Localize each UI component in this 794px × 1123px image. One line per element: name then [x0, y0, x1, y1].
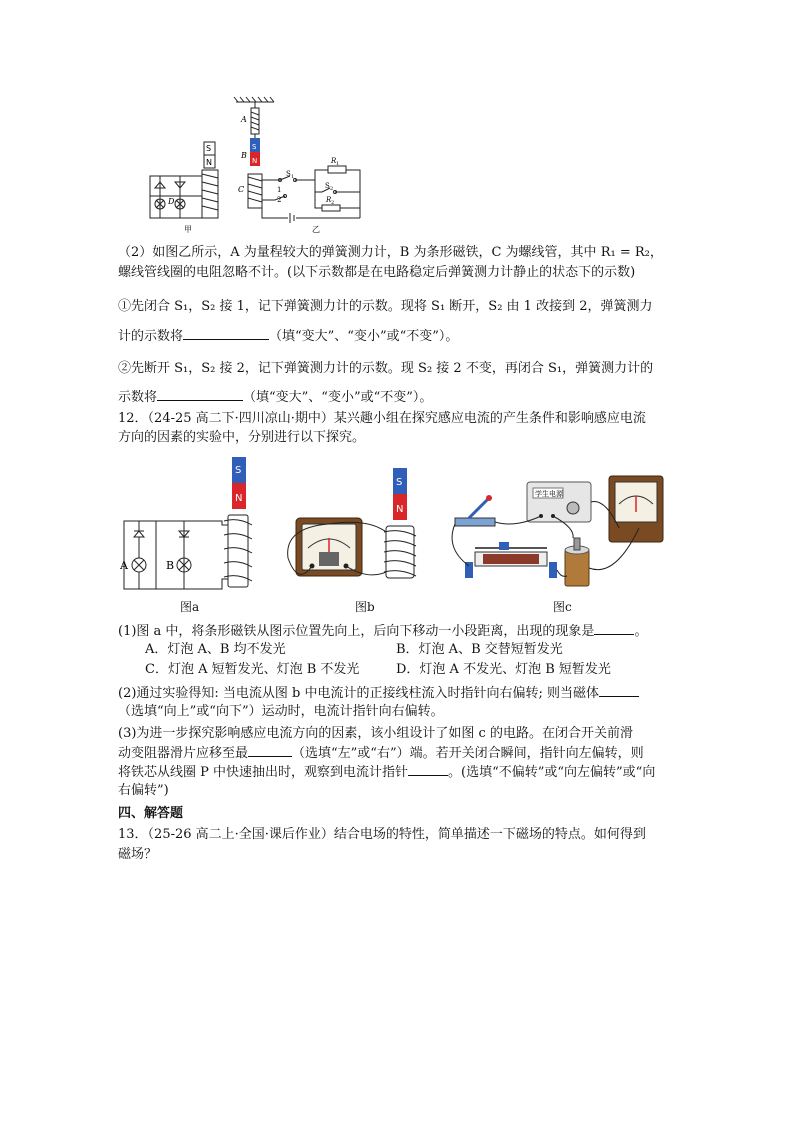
label-s1: S [286, 170, 291, 178]
magnet-s-label-top: S [252, 143, 257, 151]
caption-fig-a: 图a [180, 600, 200, 614]
label-r1: R [331, 157, 337, 165]
q12-part1-text: (1)图 a 中，将条形磁铁从图示位置先向上，后向下移动一小段距离，出现的现象是 [118, 624, 595, 639]
q12-part3-line2-prefix: 动变阻器滑片应移至最 [118, 746, 249, 761]
label-a: A [241, 115, 247, 124]
q12-part1-answer-blank[interactable] [594, 622, 634, 635]
label-r2: R [326, 196, 332, 204]
q11-part2-line1: （2）如图乙所示，A 为量程较大的弹簧测力计，B 为条形磁铁，C 为螺线管，其中 R₁ = R₂， [118, 245, 663, 260]
q12-part3-line4: 右偏转”) [118, 783, 169, 798]
label-s1-sub: 1 [291, 174, 295, 180]
label-s2: S [325, 182, 330, 190]
q13-line1: 13．（25-26 高二上·全国·课后作业）结合电场的特性，简单描述一下磁场的特点。如何得到 [118, 827, 646, 842]
q12-part3-line3-prefix: 将铁芯从线圈 P 中快速抽出时，观察到电流计指针 [118, 765, 409, 780]
section-4-title: 四、解答题 [118, 806, 184, 821]
label-c: C [238, 185, 245, 194]
q11-item1-line2 [118, 327, 458, 345]
q12-part2-answer-blank[interactable] [599, 684, 639, 697]
fig-b-magnet-s-label: S [396, 477, 403, 488]
caption-yi: 乙 [312, 225, 320, 234]
fig-c-power-label: 学生电源 [535, 490, 563, 498]
label-n-jia: N [206, 158, 212, 167]
label-2: 2 [277, 196, 282, 204]
label-r2-sub: 2 [331, 200, 335, 206]
q12-part2-line1 [118, 684, 639, 702]
q12-part1-end: 。 [634, 624, 648, 639]
q12-part3-line1: (3)为进一步探究影响感应电流方向的因素，该小组设计了如图 c 的电路。在闭合开关前滑 [118, 726, 633, 741]
label-s2-sub: 2 [330, 186, 334, 192]
q11-item1-suffix: （填“变大”、“变小”或“不变”）。 [269, 329, 459, 344]
q12-part3-line3 [118, 763, 655, 781]
q13-line2: 磁场？ [118, 847, 158, 862]
q11-item1-answer-blank[interactable] [183, 327, 269, 340]
label-s-jia: S [206, 144, 212, 153]
fig-b-magnet-n-label: N [396, 504, 404, 515]
q12-part3-line2 [118, 744, 644, 762]
q12-part3-blank1[interactable] [248, 744, 292, 757]
q12-part3-blank2[interactable] [408, 763, 448, 776]
q12-stem-line1: 12．（24-25 高二下·四川凉山·期中）某兴趣小组在探究感应电流的产生条件和影响感应电流 [118, 411, 646, 426]
q11-item1-line1: ①先闭合 S₁，S₂ 接 1，记下弹簧测力计的示数。现将 S₁ 断开，S₂ 由 1 改接到 2，弹簧测力 [118, 299, 653, 314]
label-b: B [241, 151, 247, 160]
q11-part2-line2: 螺线管线圈的电阻忽略不计。(以下示数都是在电路稳定后弹簧测力计静止的状态下的示数) [118, 265, 636, 280]
q12-option-a[interactable]: A．灯泡 A、B 均不发光 [145, 642, 286, 657]
q11-item2-line1: ②先断开 S₁，S₂ 接 2，记下弹簧测力计的示数。现 S₂ 接 2 不变，再闭合 S₁，弹簧测力计的 [118, 361, 654, 376]
q12-part3-line3-suffix: 。(选填“不偏转”或“向左偏转”或“向 [448, 765, 656, 780]
q11-item2-line2 [118, 388, 432, 406]
q11-item1-prefix: 计的示数将 [118, 329, 184, 344]
q11-item2-prefix: 示数将 [118, 390, 158, 405]
q12-part2-text: (2)通过实验得知: 当电流从图 b 中电流计的正接线柱流入时指针向右偏转; 则当磁体 [118, 686, 600, 701]
label-d: D [168, 197, 175, 206]
q12-option-d[interactable]: D．灯泡 A 不发光、灯泡 B 短暂发光 [396, 662, 611, 677]
q11-item2-suffix: （填“变大”、“变小”或“不变”）。 [243, 390, 433, 405]
q11-item2-answer-blank[interactable] [157, 388, 243, 401]
q12-stem-line2: 方向的因素的实验中，分别进行以下探究。 [118, 430, 366, 445]
fig-a-magnet-n-label: N [235, 493, 243, 504]
magnet-n-label-top: N [252, 157, 258, 165]
q12-part2-line2: （选填“向上”或“向下”）运动时，电流计指针向右偏转。 [118, 704, 444, 719]
caption-fig-c: 图c [553, 600, 572, 614]
label-1: 1 [277, 186, 282, 194]
figure-top [140, 96, 380, 236]
fig-a-magnet-s-label: S [235, 465, 242, 476]
q12-part3-line2-suffix: （选填“左”或“右”）端。若开关闭合瞬间，指针向左偏转，则 [292, 746, 644, 761]
caption-jia: 甲 [184, 225, 192, 234]
figure-b [288, 468, 428, 586]
label-r1-sub: 1 [336, 161, 340, 167]
q12-part1 [118, 622, 647, 640]
q12-option-b[interactable]: B．灯泡 A、B 交替短暂发光 [396, 642, 563, 657]
figure-c [455, 458, 665, 593]
fig-a-bulb-b-label: B [166, 559, 175, 572]
figure-a [118, 455, 258, 595]
fig-a-bulb-a-label: A [120, 559, 128, 572]
figure-jia [150, 142, 218, 218]
caption-fig-b: 图b [355, 600, 375, 614]
q12-option-c[interactable]: C．灯泡 A 短暂发光、灯泡 B 不发光 [145, 662, 360, 677]
